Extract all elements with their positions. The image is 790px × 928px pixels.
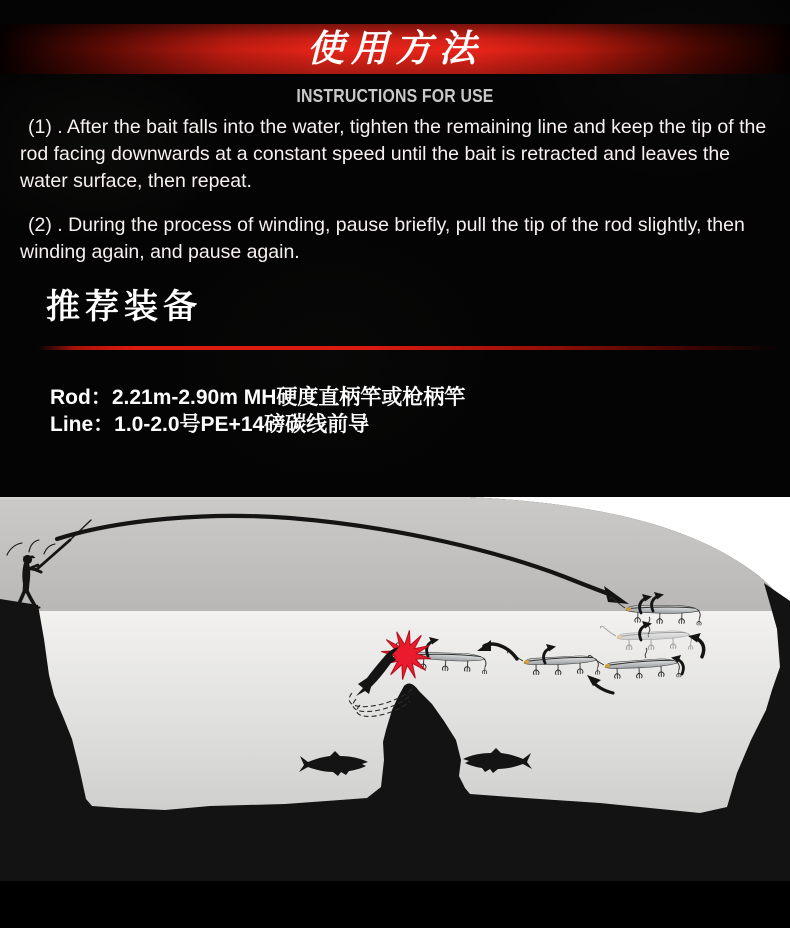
section-subtitle: INSTRUCTIONS FOR USE [296,86,494,106]
equipment-heading: 推荐装备 [46,288,202,326]
technique-diagram [0,497,790,928]
red-divider-line [38,346,782,350]
bottom-black-strip [0,881,790,928]
section-title-banner [0,24,790,74]
rod-spec: Rod：2.21m-2.90m MH硬度直柄竿或枪柄竿 [50,386,466,409]
section-title: 使用方法 [307,28,483,69]
equipment-specs [50,384,465,438]
instruction-step-2: (2) . During the process of winding, pause briefly, pull the tip of the rod slightly, then winding again, and pause again. [20,214,745,263]
instruction-step-1: (1) . After the bait falls into the water, tighten the remaining line and keep the tip of the rod facing downwards at a constant speed until the bait is retracted and leaves the water surface, then repeat. [20,116,767,192]
line-spec: Line：1.0-2.0号PE+14磅碳线前导 [50,413,370,436]
casting-diagram-svg [0,497,790,928]
